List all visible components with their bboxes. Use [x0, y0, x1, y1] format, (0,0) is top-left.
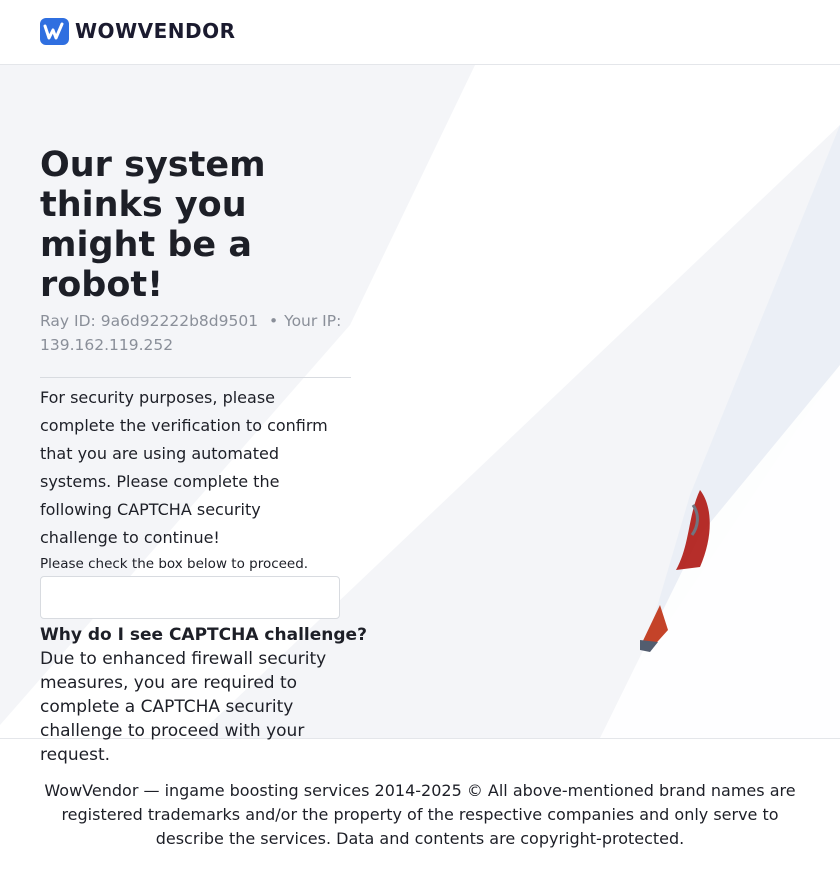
ip-address: 139.162.119.252	[40, 336, 174, 354]
ip-label: Your IP:	[284, 312, 342, 330]
logo-wordmark: WOWVENDOR	[75, 19, 236, 43]
divider	[40, 377, 351, 378]
captcha-widget[interactable]	[40, 576, 340, 619]
why-captcha-text: Due to enhanced firewall security measures, you are required to complete a CAPTCHA security challenge to proceed with your request.	[40, 649, 327, 765]
site-logo[interactable]	[40, 18, 236, 45]
page-title: Our system thinks you might be a robot!	[40, 145, 266, 305]
security-description: For security purposes, please complete the verification to confirm that you are using automated systems. Please complete the following CAPTCHA security challenge to continue!	[40, 388, 328, 547]
check-instruction: Please check the box below to proceed.	[40, 556, 309, 572]
why-captcha-heading: Why do I see CAPTCHA challenge?	[40, 625, 367, 645]
main-section	[0, 65, 840, 765]
site-header	[0, 0, 840, 65]
wowvendor-logo-icon	[40, 18, 69, 45]
captcha-content	[40, 145, 367, 767]
ray-id: 9a6d92222b8d9501	[100, 312, 259, 330]
footer-copyright: WowVendor — ingame boosting services 2014-2025 © All above-mentioned brand names are registered trademarks and/or the property of the respective companies and only serve to describe the services. Data and contents are copyright-protected.	[44, 781, 796, 848]
ray-info	[40, 309, 360, 357]
separator-dot: •	[269, 312, 279, 330]
ray-label: Ray ID:	[40, 312, 96, 330]
